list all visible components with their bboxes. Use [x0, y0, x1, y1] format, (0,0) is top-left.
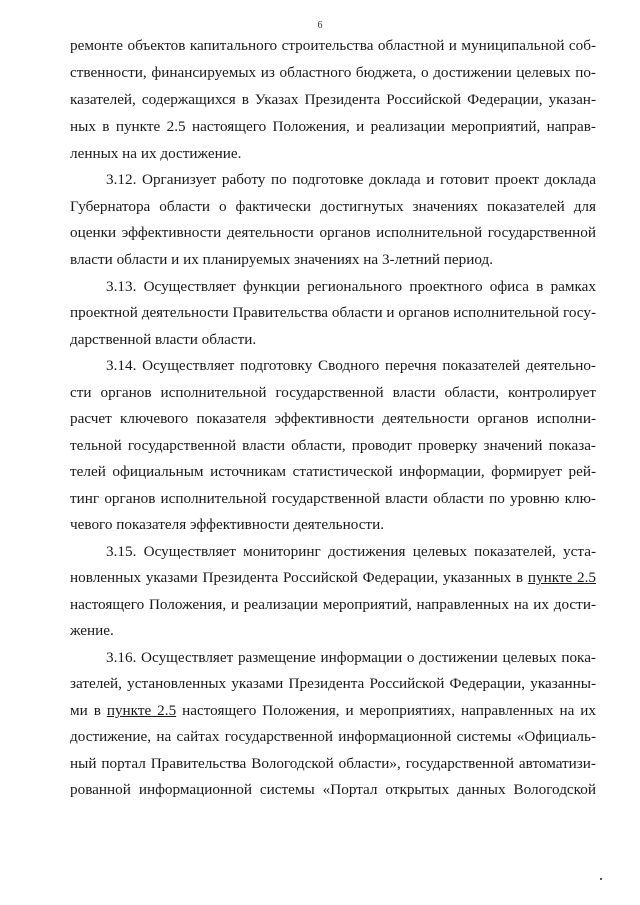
text-line: настоящего Положения, и реализации мероприятий, направленных на их дости- — [70, 596, 596, 613]
text-line: ственности, финансируемых из областного бюджета, о достижении целевых по- — [70, 64, 596, 81]
paragraph-3-12-start: 3.12. Организует работу по подготовке доклада и готовит проект доклада — [106, 171, 596, 188]
text-line: расчет ключевого показателя эффективности деятельности органов исполни- — [70, 410, 596, 427]
text-line: ремонте объектов капитального строительства областной и муниципальной соб- — [70, 37, 596, 54]
paragraph-3-14-start: 3.14. Осуществляет подготовку Сводного перечня показателей деятельно- — [106, 357, 596, 374]
text-line: оценки эффективности деятельности органов исполнительной государственной — [70, 224, 596, 241]
text-line: чевого показателя эффективности деятельности. — [70, 516, 384, 533]
text-segment: ми в — [70, 702, 101, 719]
text-line: ных в пункте 2.5 настоящего Положения, и реализации мероприятий, направ- — [70, 118, 596, 135]
text-line — [70, 702, 596, 720]
clause-link-2-5[interactable]: пункте 2.5 — [527, 569, 596, 586]
text-line: ленных на их достижение. — [70, 145, 242, 162]
text-line: дарственной власти области. — [70, 331, 257, 348]
text-line: жение. — [70, 622, 114, 639]
text-line: тинг органов исполнительной государственной власти области по уровню клю- — [70, 490, 596, 507]
text-line: власти области и их планируемых значениях на 3-летний период. — [70, 251, 494, 268]
paragraph-3-13-start: 3.13. Осуществляет функции регионального проектного офиса в рамках — [106, 278, 596, 295]
text-line: ный портал Правительства Вологодской области», государственной автоматизи- — [70, 755, 596, 772]
page-number: 6 — [317, 20, 323, 31]
text-line: телей официальным источникам статистической информации, формирует рей- — [70, 463, 596, 480]
clause-link-2-5[interactable]: пункте 2.5 — [106, 702, 177, 719]
scan-speck — [600, 878, 602, 880]
text-line: казателей, содержащихся в Указах Президента Российской Федерации, указан- — [70, 91, 596, 108]
paragraph-3-15-start: 3.15. Осуществляет мониторинг достижения целевых показателей, уста- — [106, 543, 596, 560]
paragraph-3-16-start: 3.16. Осуществляет размещение информации о достижении целевых пока- — [106, 649, 596, 666]
text-segment: настоящего Положения, и мероприятиях, направленных на их — [182, 702, 596, 719]
text-segment: новленных указами Президента Российской Федерации, указанных в — [70, 569, 524, 586]
text-line: проектной деятельности Правительства области и органов исполнительной госу- — [70, 304, 596, 321]
text-line: тельной государственной власти области, проводит проверку значений показа- — [70, 437, 596, 454]
text-line: Губернатора области о фактически достигнутых значениях показателей для — [70, 198, 596, 215]
text-line: сти органов исполнительной государственной власти области, контролирует — [70, 384, 596, 401]
text-line: достижение, на сайтах государственной информационной системы «Официаль- — [70, 728, 596, 745]
text-line — [70, 569, 596, 587]
text-line: рованной информационной системы «Портал открытых данных Вологодской — [70, 781, 596, 798]
text-line: зателей, установленных указами Президента Российской Федерации, указанны- — [70, 675, 596, 692]
